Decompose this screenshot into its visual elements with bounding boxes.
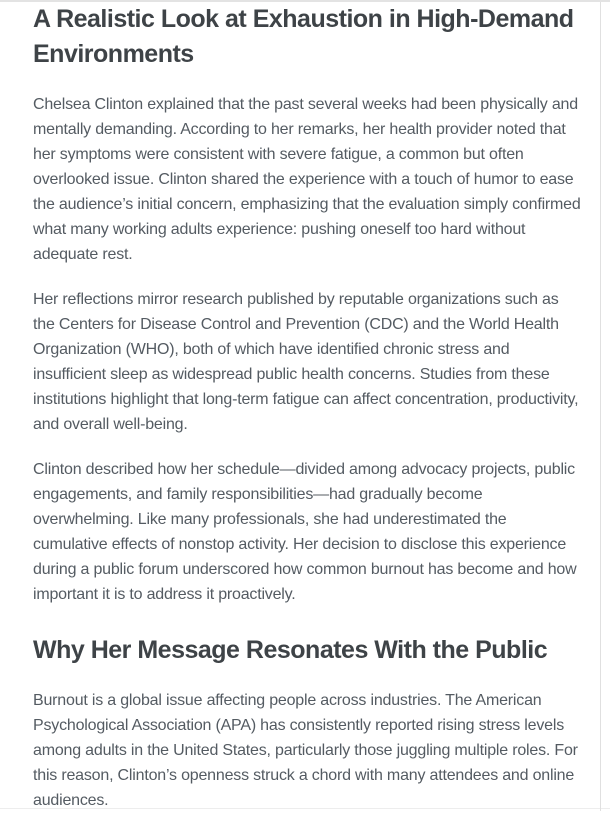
section-heading: A Realistic Look at Exhaustion in High-Demand Environments <box>33 5 574 68</box>
canvas-right-edge-divider <box>600 2 601 811</box>
article-paragraph: Burnout is a global issue affecting people across industries. The American Psychological Association (APA) has consistently reported rising stress levels among adults in the United States, particularly those juggling multiple roles. For this reason, Clinton’s openness struck a chord with many attendees and online audiences. <box>33 692 578 809</box>
article-paragraph: Chelsea Clinton explained that the past several weeks had been physically and mentally demanding. According to her remarks, her health provider noted that her symptoms were consistent with severe fatigue, a common but often overlooked issue. Clinton shared the experience with a touch of humor to ease the audience’s initial concern, emphasizing that the evaluation simply confirmed what many working adults experience: pushing oneself too hard without adequate rest. <box>33 96 581 263</box>
article-section-resonates <box>33 633 581 813</box>
section-heading: Why Her Message Resonates With the Public <box>33 636 548 664</box>
article-section-exhaustion <box>33 2 581 607</box>
article-canvas <box>0 2 610 813</box>
article-paragraph: Clinton described how her schedule—divided among advocacy projects, public engagements, and family responsibilities—had gradually become overwhelming. Like many professionals, she had underestimated the cumulative effects of nonstop activity. Her decision to disclose this experience during a public forum underscored how common burnout has become and how important it is to address it proactively. <box>33 461 577 603</box>
article-paragraph: Her reflections mirror research published by reputable organizations such as the Centers for Disease Control and Prevention (CDC) and the World Health Organization (WHO), both of which have identified chronic stress and insufficient sleep as widespread public health concerns. Studies from these institutions highlight that long-term fatigue can affect concentration, productivity, and overall well-being. <box>33 291 579 433</box>
